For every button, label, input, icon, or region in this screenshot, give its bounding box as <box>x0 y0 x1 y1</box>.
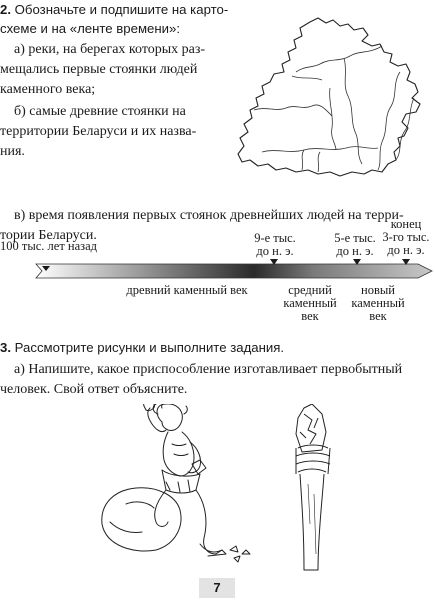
boulder <box>102 488 181 551</box>
task3-number: 3. <box>0 340 11 355</box>
timeline-start-label: 100 тыс. лет назад <box>0 239 97 253</box>
task2-c-line2: тории Беларуси. <box>0 228 97 243</box>
timeline-marker-5th <box>327 232 383 258</box>
river-sluch <box>302 150 304 170</box>
neolithic-line3: век <box>369 309 387 323</box>
task2-number: 2. <box>0 2 11 17</box>
task3-heading-text: Рассмотрите рисунки и выполните задания. <box>14 340 285 355</box>
task2-heading-line2: схеме и на «ленте времени»: <box>0 21 181 36</box>
river-neman <box>254 105 332 116</box>
stone-flakes <box>230 546 250 562</box>
marker-3rd-line1: конец <box>390 217 422 231</box>
marker-5th-line1: 5-е тыс. <box>334 231 376 245</box>
river-pripyat <box>262 147 378 152</box>
belarus-outline-map <box>232 14 432 182</box>
mesolithic-line1: средний <box>288 283 332 297</box>
marker-3rd-line3: до н. э. <box>387 243 425 257</box>
period-neolithic <box>350 284 406 323</box>
task2-a-line1: а) реки, на берегах которых раз- <box>14 42 206 57</box>
river-dnieper <box>378 72 400 170</box>
river-western-dvina <box>296 46 382 72</box>
page-number: 7 <box>199 578 235 598</box>
marker-9th-line2: до н. э. <box>256 244 294 258</box>
marker-9th-line1: 9-е тыс. <box>254 231 296 245</box>
task2-b-line3: ния. <box>0 144 25 159</box>
task2-a-line3: каменного века; <box>0 82 96 97</box>
hafted-stone-tool-illustration <box>282 404 342 572</box>
timeline-marker-3rd <box>378 218 434 257</box>
timeline-arrow <box>36 264 432 278</box>
marker-5th-line2: до н. э. <box>336 244 374 258</box>
marker-3rd-line2: 3-го тыс. <box>382 230 430 244</box>
period-mesolithic <box>282 284 338 323</box>
period-paleolithic: древний каменный век <box>126 283 248 297</box>
task2-item-a <box>0 40 232 100</box>
mesolithic-line2: каменный <box>283 296 337 310</box>
task2-a-line2: мещались первые стоянки людей <box>0 62 198 77</box>
river-vilia <box>292 76 322 80</box>
task2-c-line1: в) время появления первых стоянок древнейших людей на терри- <box>14 208 404 223</box>
torso <box>163 432 194 476</box>
leg-left <box>155 490 168 527</box>
river-sozh <box>396 98 414 160</box>
task3-a-line2: человек. Свой ответ объясните. <box>0 382 188 397</box>
wooden-shaft <box>300 474 324 570</box>
neolithic-line1: новый <box>361 283 395 297</box>
task3-heading <box>0 338 435 357</box>
task2-heading <box>0 0 236 38</box>
loincloth <box>162 470 200 493</box>
neolithic-line2: каменный <box>351 296 405 310</box>
task2-heading-line1: Обозначьте и подпишите на карто- <box>14 2 229 17</box>
task3-a-line1: а) Напишите, какое приспособление изготавливает первобытный <box>14 362 403 377</box>
task2-b-line2: территории Беларуси и их назва- <box>0 124 197 139</box>
head <box>157 404 182 431</box>
river-goryn <box>318 152 320 172</box>
map-border <box>238 18 420 176</box>
mesolithic-line3: век <box>301 309 319 323</box>
task2-b-line1: б) самые древние стоянки на <box>14 104 186 119</box>
timeline-marker-9th <box>247 232 303 258</box>
river-ptich <box>330 88 336 150</box>
primitive-man-illustration <box>96 404 256 569</box>
task2-item-b <box>0 102 232 162</box>
task3-item-a <box>0 360 435 400</box>
